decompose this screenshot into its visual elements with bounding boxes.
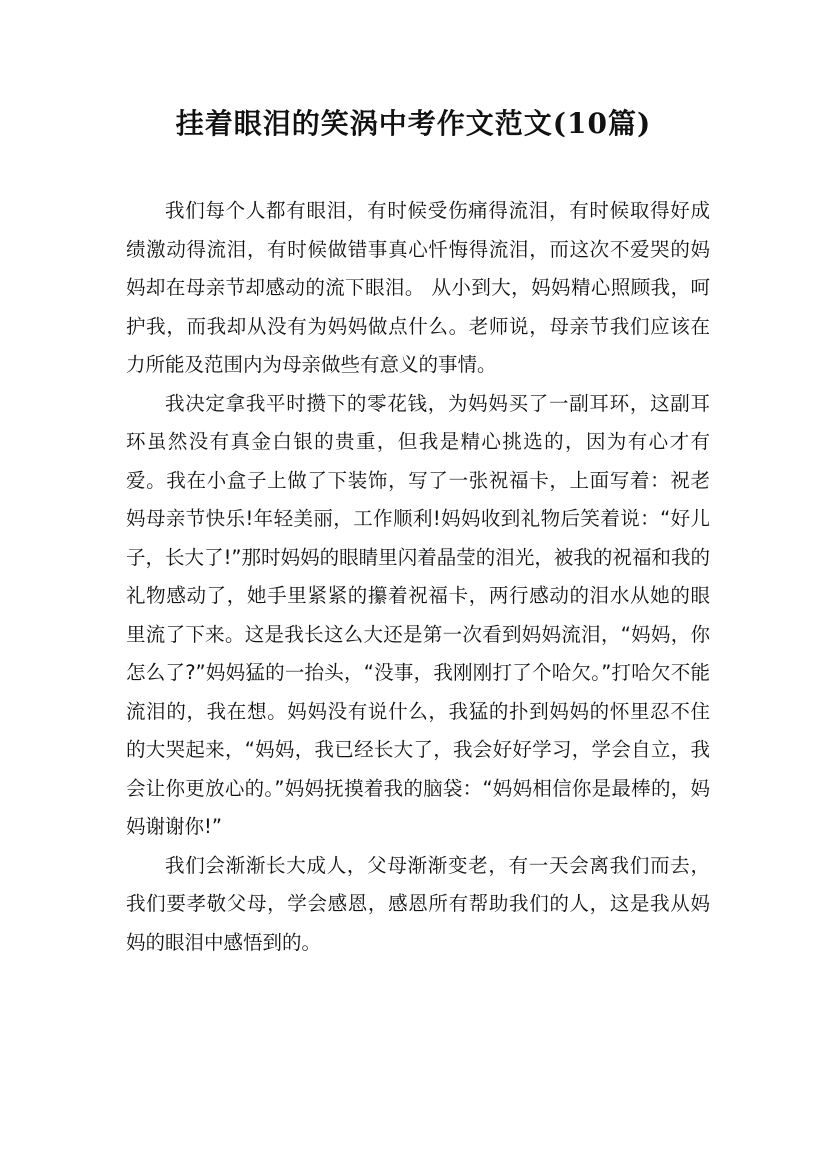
document-body (126, 192, 710, 962)
document-title: 挂着眼泪的笑涡中考作文范文(10篇) (175, 107, 652, 140)
paragraph-1: 我们每个人都有眼泪，有时候受伤痛得流泪，有时候取得好成绩激动得流泪，有时候做错事真心忏悔得流泪，而这次不爱哭的妈妈却在母亲节却感动的流下眼泪。 从小到大，妈妈精心照顾我，呵护我，而我却从没有为妈妈做点什么。老师说，母亲节我们应该在力所能及范围内为母亲做些有意义的事情。 (126, 199, 710, 376)
paragraph-2: 我决定拿我平时攒下的零花钱，为妈妈买了一副耳环，这副耳环虽然没有真金白银的贵重，但我是精心挑选的，因为有心才有爱。我在小盒子上做了下装饰，写了一张祝福卡，上面写着：祝老妈母亲节快乐!年轻美丽，工作顺利!妈妈收到礼物后笑着说：“好儿子，长大了!”那时妈妈的眼睛里闪着晶莹的泪光，被我的祝福和我的礼物感动了，她手里紧紧的攥着祝福卡，两行感动的泪水从她的眼里流了下来。这是我长这么大还是第一次看到妈妈流泪，“妈妈，你怎么了?”妈妈猛的一抬头，“没事，我刚刚打了个哈欠。”打哈欠不能流泪的，我在想。妈妈没有说什么，我猛的扑到妈妈的怀里忍不住的大哭起来，“妈妈，我已经长大了，我会好好学习，学会自立，我会让你更放心的。”妈妈抚摸着我的脑袋：“妈妈相信你是最棒的，妈妈谢谢你!” (126, 391, 710, 838)
paragraph-3: 我们会渐渐长大成人，父母渐渐变老，有一天会离我们而去，我们要孝敬父母，学会感恩，感恩所有帮助我们的人，这是我从妈妈的眼泪中感悟到的。 (126, 853, 710, 954)
